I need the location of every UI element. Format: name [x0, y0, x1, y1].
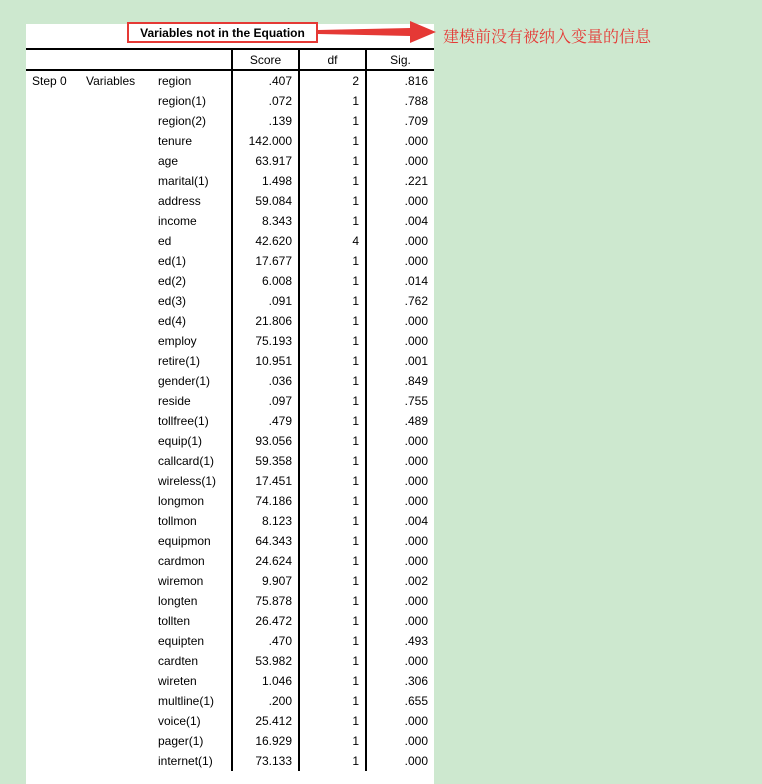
score-value: 93.056 [232, 431, 299, 451]
score-value: .139 [232, 111, 299, 131]
step-cell [26, 511, 80, 531]
sig-value: .000 [366, 591, 434, 611]
df-value: 1 [299, 711, 366, 731]
variable-name: cardten [158, 654, 199, 668]
step-cell [26, 731, 80, 751]
sig-value: .014 [366, 271, 434, 291]
step-cell [26, 711, 80, 731]
sig-value: .493 [366, 631, 434, 651]
variable-name: region(1) [158, 94, 207, 108]
table-row [26, 591, 434, 611]
score-value: 75.878 [232, 591, 299, 611]
step-cell [26, 391, 80, 411]
group-cell [80, 691, 152, 711]
df-value: 1 [299, 91, 366, 111]
table-header-row [26, 49, 434, 70]
variable-name: voice(1) [158, 714, 201, 728]
sig-value: .000 [366, 551, 434, 571]
score-value: 26.472 [232, 611, 299, 631]
header-blank [26, 49, 232, 70]
sig-value: .000 [366, 451, 434, 471]
table-row [26, 311, 434, 331]
group-cell [80, 171, 152, 191]
variable-name: income [158, 214, 197, 228]
step-cell [26, 451, 80, 471]
step-cell [26, 691, 80, 711]
group-cell [80, 611, 152, 631]
sig-value: .004 [366, 511, 434, 531]
variables-table [26, 48, 434, 771]
score-value: .470 [232, 631, 299, 651]
score-value: 73.133 [232, 751, 299, 771]
variable-name: address [158, 194, 201, 208]
table-row [26, 531, 434, 551]
df-value: 1 [299, 371, 366, 391]
sig-value: .306 [366, 671, 434, 691]
annotation-text: 建模前没有被纳入变量的信息 [443, 27, 652, 46]
variable-name: wireless(1) [158, 474, 217, 488]
group-cell [80, 751, 152, 771]
step-cell [26, 491, 80, 511]
step-cell [26, 111, 80, 131]
step-cell [26, 191, 80, 211]
table-row [26, 751, 434, 771]
group-cell [80, 511, 152, 531]
df-value: 1 [299, 131, 366, 151]
variable-name: multline(1) [158, 694, 215, 708]
variable-name: longten [158, 594, 198, 608]
variable-name: gender(1) [158, 374, 211, 388]
df-value: 1 [299, 611, 366, 631]
sig-value: .655 [366, 691, 434, 711]
score-value: 17.677 [232, 251, 299, 271]
sig-value: .000 [366, 231, 434, 251]
table-row [26, 271, 434, 291]
group-cell [80, 211, 152, 231]
table-row [26, 291, 434, 311]
score-value: 21.806 [232, 311, 299, 331]
group-cell [80, 491, 152, 511]
sig-value: .816 [366, 70, 434, 91]
score-value: 1.046 [232, 671, 299, 691]
sig-value: .788 [366, 91, 434, 111]
group-cell [80, 411, 152, 431]
df-value: 1 [299, 671, 366, 691]
table-row [26, 371, 434, 391]
sig-value: .004 [366, 211, 434, 231]
df-value: 4 [299, 231, 366, 251]
group-cell [80, 731, 152, 751]
df-value: 1 [299, 691, 366, 711]
df-value: 1 [299, 511, 366, 531]
sig-value: .000 [366, 651, 434, 671]
sig-value: .489 [366, 411, 434, 431]
table-row [26, 671, 434, 691]
sig-value: .000 [366, 491, 434, 511]
score-value: 53.982 [232, 651, 299, 671]
step-cell [26, 571, 80, 591]
step-cell [26, 591, 80, 611]
sig-value: .000 [366, 431, 434, 451]
table-row [26, 451, 434, 471]
score-value: 59.358 [232, 451, 299, 471]
group-cell [80, 91, 152, 111]
step-cell [26, 131, 80, 151]
df-value: 1 [299, 471, 366, 491]
score-value: 6.008 [232, 271, 299, 291]
variable-name: wiremon [158, 574, 204, 588]
step-cell [26, 291, 80, 311]
variable-name: callcard(1) [158, 454, 215, 468]
group-cell [80, 271, 152, 291]
score-value: .072 [232, 91, 299, 111]
df-value: 1 [299, 531, 366, 551]
group-cell [80, 431, 152, 451]
sig-value: .000 [366, 611, 434, 631]
df-value: 1 [299, 211, 366, 231]
table-body [26, 70, 434, 771]
sig-value: .849 [366, 371, 434, 391]
group-cell [80, 651, 152, 671]
group-cell [80, 451, 152, 471]
score-value: .091 [232, 291, 299, 311]
df-value: 1 [299, 331, 366, 351]
table-row [26, 651, 434, 671]
sig-value: .000 [366, 471, 434, 491]
df-value: 1 [299, 491, 366, 511]
variable-name: equipten [158, 634, 205, 648]
table-title: Variables not in the Equation [127, 22, 318, 43]
table-row [26, 611, 434, 631]
group-cell [80, 231, 152, 251]
sig-value: .000 [366, 311, 434, 331]
df-value: 1 [299, 111, 366, 131]
score-value: 24.624 [232, 551, 299, 571]
step-cell [26, 531, 80, 551]
score-value: 8.343 [232, 211, 299, 231]
group-cell [80, 191, 152, 211]
sig-value: .000 [366, 151, 434, 171]
score-value: 64.343 [232, 531, 299, 551]
step-cell [26, 411, 80, 431]
step-cell [26, 631, 80, 651]
df-value: 1 [299, 571, 366, 591]
table-row [26, 91, 434, 111]
step-cell [26, 251, 80, 271]
sig-value: .000 [366, 131, 434, 151]
df-value: 1 [299, 451, 366, 471]
variable-name: equipmon [158, 534, 211, 548]
group-cell [80, 371, 152, 391]
sig-value: .001 [366, 351, 434, 371]
sig-value: .709 [366, 111, 434, 131]
step-cell [26, 151, 80, 171]
df-value: 1 [299, 271, 366, 291]
table-row [26, 171, 434, 191]
variable-name: pager(1) [158, 734, 204, 748]
step-cell [26, 431, 80, 451]
score-value: 8.123 [232, 511, 299, 531]
table-row [26, 131, 434, 151]
table-row [26, 431, 434, 451]
group-cell [80, 391, 152, 411]
df-value: 1 [299, 751, 366, 771]
df-value: 1 [299, 591, 366, 611]
arrow-right-icon [318, 18, 438, 46]
header-df: df [299, 49, 366, 70]
sig-value: .002 [366, 571, 434, 591]
variable-name: tenure [158, 134, 193, 148]
table-row [26, 631, 434, 651]
step-cell [26, 751, 80, 771]
step-cell [26, 351, 80, 371]
group-cell: Variables [86, 74, 136, 88]
table-row [26, 111, 434, 131]
df-value: 1 [299, 251, 366, 271]
table-row [26, 471, 434, 491]
group-cell [80, 711, 152, 731]
sig-value: .000 [366, 191, 434, 211]
group-cell [80, 471, 152, 491]
group-cell [80, 351, 152, 371]
score-value: 75.193 [232, 331, 299, 351]
variable-name: reside [158, 394, 191, 408]
table-row [26, 151, 434, 171]
variable-name: cardmon [158, 554, 205, 568]
table-row [26, 551, 434, 571]
sig-value: .221 [366, 171, 434, 191]
step-cell [26, 371, 80, 391]
df-value: 1 [299, 311, 366, 331]
group-cell [80, 291, 152, 311]
step-cell: Step 0 [32, 74, 67, 88]
table-row [26, 231, 434, 251]
group-cell [80, 591, 152, 611]
score-value: 42.620 [232, 231, 299, 251]
step-cell [26, 311, 80, 331]
variable-name: wireten [158, 674, 197, 688]
table-row [26, 251, 434, 271]
df-value: 1 [299, 151, 366, 171]
sig-value: .000 [366, 751, 434, 771]
variable-name: age [158, 154, 179, 168]
sig-value: .000 [366, 531, 434, 551]
df-value: 1 [299, 351, 366, 371]
group-cell [80, 531, 152, 551]
table-row [26, 411, 434, 431]
score-value: 1.498 [232, 171, 299, 191]
score-value: .407 [232, 70, 299, 91]
variable-name: marital(1) [158, 174, 209, 188]
step-cell [26, 471, 80, 491]
table-row [26, 351, 434, 371]
score-value: 74.186 [232, 491, 299, 511]
step-cell [26, 331, 80, 351]
variable-name: ed(4) [158, 314, 187, 328]
sig-value: .000 [366, 711, 434, 731]
table-row [26, 711, 434, 731]
group-cell [80, 331, 152, 351]
step-cell [26, 551, 80, 571]
step-cell [26, 211, 80, 231]
variable-name: retire(1) [158, 354, 201, 368]
score-value: 10.951 [232, 351, 299, 371]
step-cell [26, 91, 80, 111]
sig-value: .755 [366, 391, 434, 411]
step-cell [26, 651, 80, 671]
variable-name: tollfree(1) [158, 414, 209, 428]
score-value: 142.000 [232, 131, 299, 151]
table-row [26, 511, 434, 531]
table-row [26, 691, 434, 711]
table-row [26, 70, 434, 91]
df-value: 1 [299, 551, 366, 571]
variable-name: region(2) [158, 114, 207, 128]
variable-name: region [158, 74, 192, 88]
df-value: 1 [299, 411, 366, 431]
table-row [26, 731, 434, 751]
step-cell [26, 611, 80, 631]
score-value: 16.929 [232, 731, 299, 751]
df-value: 1 [299, 191, 366, 211]
variable-name: ed(1) [158, 254, 187, 268]
variable-name: ed(3) [158, 294, 187, 308]
variable-name: internet(1) [158, 754, 213, 768]
header-sig: Sig. [366, 49, 434, 70]
step-cell [26, 231, 80, 251]
table-row [26, 391, 434, 411]
group-cell [80, 311, 152, 331]
group-cell [80, 571, 152, 591]
sig-value: .000 [366, 731, 434, 751]
score-value: .479 [232, 411, 299, 431]
table-row [26, 211, 434, 231]
df-value: 1 [299, 631, 366, 651]
variable-name: ed [158, 234, 172, 248]
variable-name: employ [158, 334, 197, 348]
table-row [26, 571, 434, 591]
group-cell [80, 551, 152, 571]
variable-name: tollmon [158, 514, 197, 528]
score-value: 59.084 [232, 191, 299, 211]
df-value: 2 [299, 70, 366, 91]
sig-value: .000 [366, 331, 434, 351]
group-cell [80, 251, 152, 271]
df-value: 1 [299, 291, 366, 311]
sig-value: .762 [366, 291, 434, 311]
group-cell [80, 671, 152, 691]
group-cell [80, 111, 152, 131]
table-row [26, 191, 434, 211]
step-cell [26, 671, 80, 691]
score-value: .200 [232, 691, 299, 711]
score-value: 25.412 [232, 711, 299, 731]
df-value: 1 [299, 391, 366, 411]
score-value: 9.907 [232, 571, 299, 591]
df-value: 1 [299, 171, 366, 191]
variable-name: ed(2) [158, 274, 187, 288]
step-cell [26, 271, 80, 291]
group-cell [80, 131, 152, 151]
variable-name: tollten [158, 614, 191, 628]
score-value: .036 [232, 371, 299, 391]
df-value: 1 [299, 651, 366, 671]
group-cell [80, 151, 152, 171]
variable-name: longmon [158, 494, 205, 508]
df-value: 1 [299, 731, 366, 751]
step-cell [26, 171, 80, 191]
score-value: 17.451 [232, 471, 299, 491]
sig-value: .000 [366, 251, 434, 271]
table-row [26, 331, 434, 351]
variable-name: equip(1) [158, 434, 203, 448]
table-row [26, 491, 434, 511]
group-cell [80, 631, 152, 651]
df-value: 1 [299, 431, 366, 451]
header-score: Score [232, 49, 299, 70]
score-value: 63.917 [232, 151, 299, 171]
score-value: .097 [232, 391, 299, 411]
